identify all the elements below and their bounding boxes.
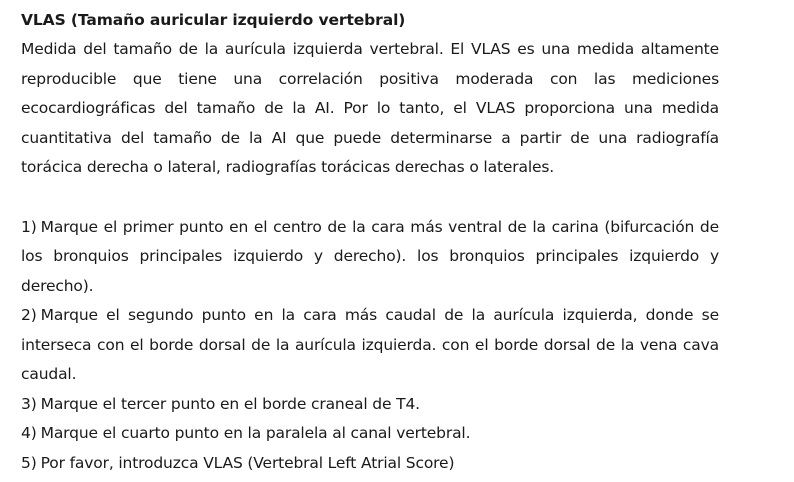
step-number: 1)	[21, 217, 37, 236]
document-title: VLAS (Tamaño auricular izquierdo vertebral)	[21, 11, 406, 29]
step-item	[21, 301, 719, 390]
paragraph-spacer	[21, 183, 719, 213]
step-number: 5)	[21, 453, 37, 472]
step-text: Marque el cuarto punto en la paralela al canal vertebral.	[40, 424, 471, 442]
step-item	[21, 419, 719, 449]
step-item	[21, 390, 719, 420]
description-paragraph: Medida del tamaño de la aurícula izquierda vertebral. El VLAS es una medida altamente reproducible que tiene una correlación positiva moderada con las mediciones ecocardiográficas del tamaño de la AI. Por lo tanto, el VLAS proporciona una medida cuantitativa del tamaño de la AI que puede determinarse a partir de una radiografía torácica derecha o lateral, radiografías torácicas derechas o laterales.	[21, 40, 719, 176]
step-item	[21, 449, 719, 479]
step-item	[21, 213, 719, 302]
step-text: Marque el tercer punto en el borde craneal de T4.	[40, 394, 420, 413]
step-text: Por favor, introduzca VLAS (Vertebral Left Atrial Score)	[40, 453, 455, 472]
step-text: Marque el segundo punto en la cara más caudal de la aurícula izquierda, donde se interseca con el borde dorsal de la aurícula izquierda. con el borde dorsal de la vena cava caudal.	[21, 306, 719, 383]
step-text: Marque el primer punto en el centro de la cara más ventral de la carina (bifurcación de los bronquios principales izquierdo y derecho). los bronquios principales izquierdo y derecho).	[21, 217, 719, 295]
step-number: 2)	[21, 306, 37, 324]
document-body	[21, 6, 719, 478]
instruction-steps	[21, 213, 719, 479]
step-number: 4)	[21, 424, 37, 442]
step-number: 3)	[21, 394, 37, 413]
